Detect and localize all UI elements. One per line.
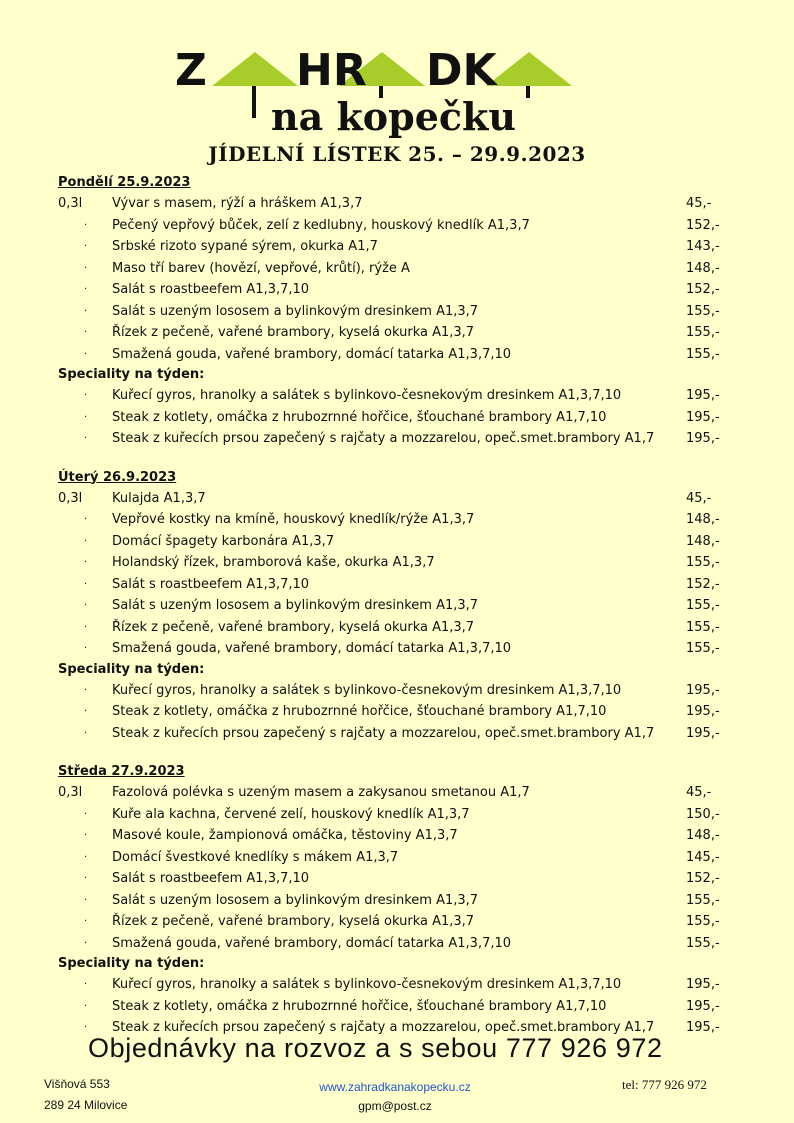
soup-row [58, 782, 728, 804]
menu-item-row [58, 890, 728, 912]
dish-price: 155,- [686, 346, 720, 362]
dish-price: 155,- [686, 598, 720, 613]
bullet-icon: · [84, 327, 88, 338]
menu-item-row [58, 301, 728, 323]
day-title: Úterý 26.9.2023 [58, 469, 177, 485]
dish-name: Salát s roastbeefem A1,3,7,10 [112, 871, 310, 886]
bullet-icon: · [84, 348, 88, 360]
bullet-icon: · [84, 621, 88, 633]
dish-name: Kulajda A1,3,7 [112, 490, 206, 506]
menu-item-row [58, 344, 728, 366]
umbrella-pole [526, 86, 530, 98]
dish-name: Domácí špagety karbonára A1,3,7 [112, 533, 335, 549]
bullet-icon: · [84, 851, 88, 863]
specials-heading: Speciality na týden: [58, 367, 205, 382]
dish-price: 155,- [686, 641, 720, 656]
menu-item-row [58, 385, 728, 407]
dish-price: 195,- [686, 431, 720, 446]
dish-price: 155,- [686, 935, 720, 951]
dish-price: 152,- [686, 217, 720, 233]
dish-name: Salát s uzeným lososem a bylinkovým dresinkem A1,3,7 [112, 598, 479, 613]
bullet-icon: · [84, 706, 88, 717]
bullet-icon: · [84, 535, 88, 547]
day-title: Středa 27.9.2023 [58, 764, 185, 779]
order-phone-text: Objednávky na rozvoz a s sebou 777 926 972 [88, 1033, 663, 1063]
dish-name: Salát s roastbeefem A1,3,7,10 [112, 282, 310, 297]
dish-name: Steak z kotlety, omáčka z hrubozrnné hořčice, šťouchané brambory A1,7,10 [112, 704, 607, 719]
dish-price: 152,- [686, 576, 720, 592]
dish-price: 195,- [686, 1020, 720, 1035]
dish-name: Smažená gouda, vařené brambory, domácí tatarka A1,3,7,10 [112, 346, 512, 362]
dish-name: Kuřecí gyros, hranolky a salátek s bylinkovo-česnekovým dresinkem A1,3,7,10 [112, 977, 622, 992]
dish-price: 195,- [686, 388, 720, 403]
restaurant-logo [0, 0, 794, 140]
bullet-icon: · [84, 411, 88, 423]
dish-name: Masové koule, žampionová omáčka, těstoviny A1,3,7 [112, 828, 458, 843]
dish-price: 195,- [686, 977, 720, 992]
dish-price: 152,- [686, 871, 720, 886]
dish-name: Steak z kuřecích prsou zapečený s rajčaty a mozzarelou, opeč.smet.brambory A1,7 [112, 725, 655, 741]
bullet-icon: · [84, 241, 88, 252]
logo-subtitle: na kopečku [271, 94, 516, 139]
dish-price: 195,- [686, 725, 720, 741]
bullet-icon: · [84, 979, 88, 990]
dish-price: 155,- [686, 619, 720, 635]
menu-item-row [58, 552, 728, 574]
umbrella-icon [212, 52, 572, 86]
menu-item-row [58, 723, 728, 745]
dish-price: 45,- [686, 490, 712, 506]
dish-name: Pečený vepřový bůček, zelí z kedlubny, houskový knedlík A1,3,7 [112, 217, 530, 233]
menu-item-row [58, 258, 728, 280]
soup-row [58, 193, 728, 215]
menu-item-row [58, 279, 728, 301]
dish-price: 150,- [686, 806, 720, 822]
dish-price: 155,- [686, 325, 720, 340]
menu-day [58, 173, 728, 450]
menu-item-row [58, 933, 728, 955]
dish-name: Řízek z pečeně, vařené brambory, kyselá okurka A1,3,7 [112, 325, 475, 340]
dish-name: Srbské rizoto sypané sýrem, okurka A1,7 [112, 239, 378, 254]
dish-name: Steak z kuřecích prsou zapečený s rajčaty a mozzarelou, opeč.smet.brambory A1,7 [112, 1020, 655, 1035]
soup-quantity: 0,3l [58, 196, 83, 211]
bullet-icon: · [84, 514, 88, 525]
menu-item-row [58, 825, 728, 847]
bullet-icon: · [84, 808, 88, 820]
contact-web [310, 1078, 480, 1116]
dish-name: Kuře ala kachna, červené zelí, houskový knedlík A1,3,7 [112, 806, 470, 822]
dish-name: Fazolová polévka s uzeným masem a zakysanou smetanou A1,7 [112, 785, 530, 800]
dish-price: 155,- [686, 555, 720, 570]
bullet-icon: · [84, 894, 88, 906]
bullet-icon: · [84, 557, 88, 568]
menu-item-row [58, 428, 728, 450]
menu-item-row [58, 595, 728, 617]
dish-price: 45,- [686, 196, 712, 211]
bullet-icon: · [84, 600, 88, 611]
menu-day [58, 468, 728, 745]
bullet-icon: · [84, 916, 88, 927]
soup-quantity: 0,3l [58, 785, 83, 800]
dish-name: Steak z kuřecích prsou zapečený s rajčaty a mozzarelou, opeč.smet.brambory A1,7 [112, 431, 655, 446]
dish-name: Salát s uzeným lososem a bylinkovým dresinkem A1,3,7 [112, 892, 479, 908]
email-link[interactable]: gpm@post.cz [358, 1099, 432, 1113]
menu-day [58, 762, 728, 1039]
menu-item-row [58, 911, 728, 933]
bullet-icon: · [84, 830, 88, 841]
menu-item-row [58, 574, 728, 596]
menu-item-row [58, 974, 728, 996]
dish-price: 195,- [686, 409, 720, 425]
menu-item-row [58, 215, 728, 237]
specials-heading: Speciality na týden: [58, 956, 205, 971]
menu-item-row [58, 236, 728, 258]
logo-letter: DK [426, 45, 497, 96]
bullet-icon: · [84, 684, 88, 696]
dish-price: 148,- [686, 260, 720, 276]
bullet-icon: · [84, 643, 88, 654]
dish-name: Maso tří barev (hovězí, vepřové, krůtí), rýže A [112, 260, 410, 276]
dish-name: Smažená gouda, vařené brambory, domácí tatarka A1,3,7,10 [112, 935, 512, 951]
dish-name: Domácí švestkové knedlíky s mákem A1,3,7 [112, 849, 399, 865]
dish-name: Řízek z pečeně, vařené brambory, kyselá okurka A1,3,7 [112, 619, 475, 635]
bullet-icon: · [84, 433, 88, 444]
specials-heading: Speciality na týden: [58, 661, 205, 677]
menu-item-row [58, 509, 728, 531]
menu-item-row [58, 996, 728, 1018]
dish-name: Vepřové kostky na kmíně, houskový knedlík/rýže A1,3,7 [112, 512, 475, 527]
menu-title: JÍDELNÍ LÍSTEK 25. – 29.9.2023 [208, 142, 586, 166]
dish-price: 145,- [686, 849, 720, 865]
dish-name: Kuřecí gyros, hranolky a salátek s bylinkovo-česnekovým dresinkem A1,3,7,10 [112, 682, 622, 698]
website-link[interactable]: www.zahradkanakopecku.cz [319, 1080, 471, 1094]
bullet-icon: · [84, 1022, 88, 1033]
dish-price: 195,- [686, 704, 720, 719]
dish-name: Salát s uzeným lososem a bylinkovým dresinkem A1,3,7 [112, 303, 479, 319]
dish-price: 195,- [686, 682, 720, 698]
address [44, 1074, 127, 1116]
dish-price: 152,- [686, 282, 720, 297]
menu-item-row [58, 638, 728, 660]
menu-item-row [58, 531, 728, 553]
dish-price: 148,- [686, 828, 720, 843]
menu-days [58, 173, 728, 1057]
dish-name: Steak z kotlety, omáčka z hrubozrnné hořčice, šťouchané brambory A1,7,10 [112, 409, 607, 425]
bullet-icon: · [84, 578, 88, 590]
dish-price: 45,- [686, 785, 712, 800]
menu-item-row [58, 407, 728, 429]
menu-item-row [58, 680, 728, 702]
logo-letter: Z [175, 45, 207, 96]
dish-name: Holandský řízek, bramborová kaše, okurka A1,3,7 [112, 555, 435, 570]
soup-quantity: 0,3l [58, 490, 83, 506]
bullet-icon: · [84, 937, 88, 949]
dish-name: Vývar s masem, rýží a hráškem A1,3,7 [112, 196, 363, 211]
bullet-icon: · [84, 873, 88, 884]
menu-item-row [58, 617, 728, 639]
dish-price: 148,- [686, 512, 720, 527]
bullet-icon: · [84, 390, 88, 401]
dish-name: Smažená gouda, vařené brambory, domácí tatarka A1,3,7,10 [112, 641, 512, 656]
dish-name: Řízek z pečeně, vařené brambory, kyselá okurka A1,3,7 [112, 914, 475, 929]
day-title: Pondělí 25.9.2023 [58, 175, 191, 190]
dish-name: Salát s roastbeefem A1,3,7,10 [112, 576, 310, 592]
menu-item-row [58, 804, 728, 826]
bullet-icon: · [84, 305, 88, 317]
telephone: tel: 777 926 972 [622, 1077, 707, 1092]
dish-price: 148,- [686, 533, 720, 549]
menu-item-row [58, 847, 728, 869]
bullet-icon: · [84, 1000, 88, 1012]
umbrella-pole [252, 86, 256, 118]
menu-item-row [58, 868, 728, 890]
logo-letter: HR [296, 45, 367, 96]
bullet-icon: · [84, 284, 88, 295]
menu-item-row [58, 322, 728, 344]
dish-price: 155,- [686, 892, 720, 908]
dish-name: Steak z kotlety, omáčka z hrubozrnné hořčice, šťouchané brambory A1,7,10 [112, 998, 607, 1014]
menu-item-row [58, 701, 728, 723]
dish-name: Kuřecí gyros, hranolky a salátek s bylinkovo-česnekovým dresinkem A1,3,7,10 [112, 388, 622, 403]
dish-price: 195,- [686, 998, 720, 1014]
dish-price: 155,- [686, 914, 720, 929]
dish-price: 155,- [686, 303, 720, 319]
soup-row [58, 488, 728, 510]
address-city: 289 24 Milovice [44, 1098, 128, 1112]
bullet-icon: · [84, 262, 88, 274]
dish-price: 143,- [686, 239, 720, 254]
address-street: Višňová 553 [44, 1077, 110, 1091]
bullet-icon: · [84, 219, 88, 231]
bullet-icon: · [84, 727, 88, 739]
